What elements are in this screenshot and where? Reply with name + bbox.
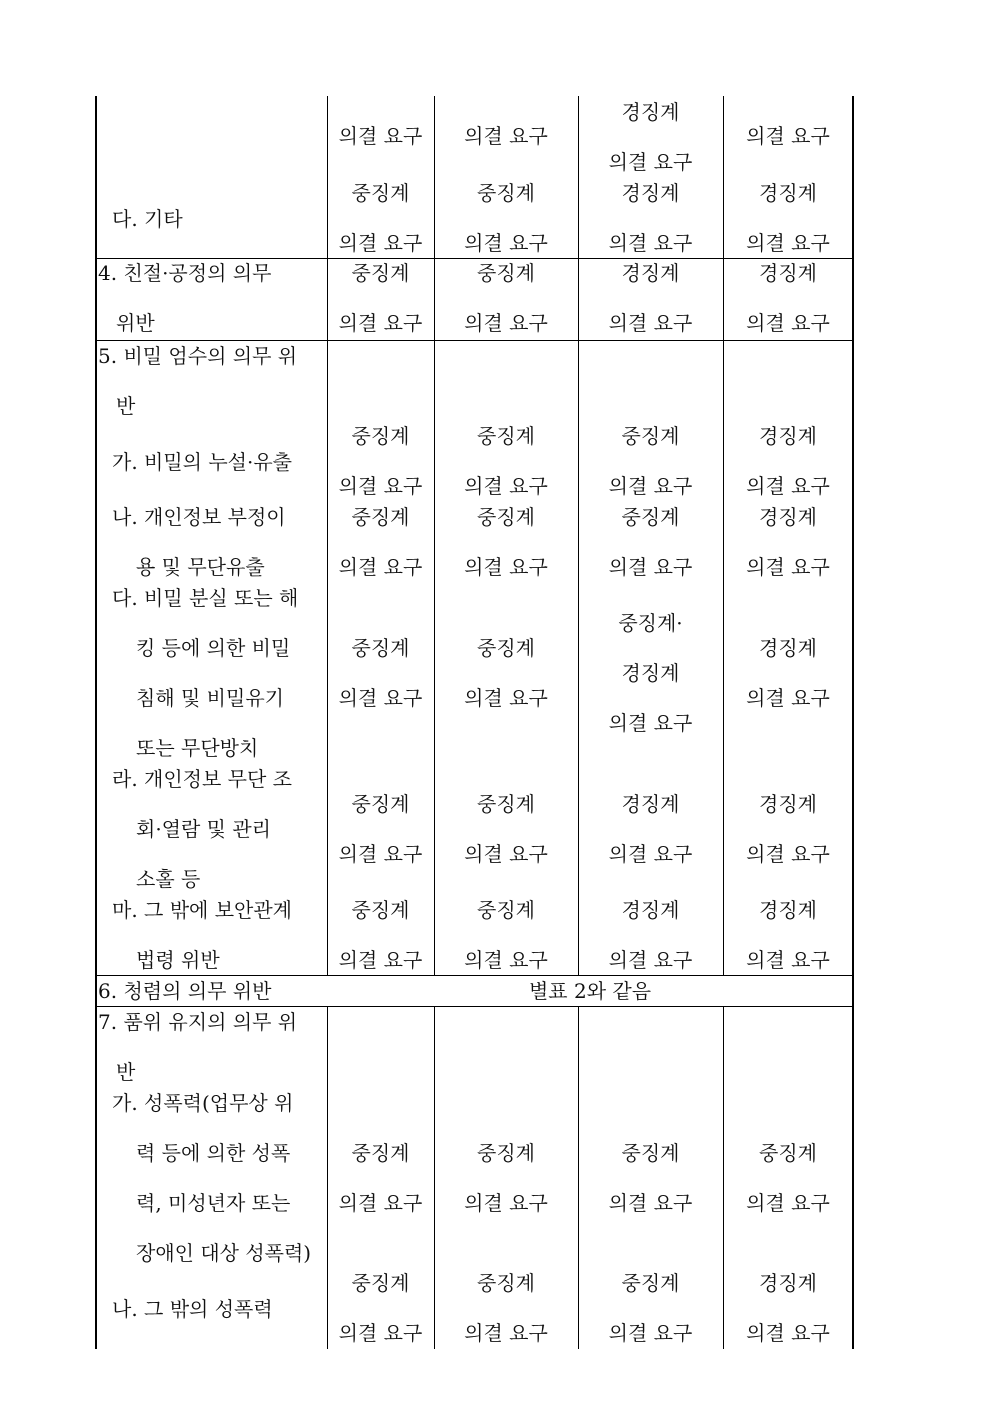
cell-text: 경징계	[621, 898, 680, 922]
cell-text: 의결 요구	[746, 948, 830, 972]
cell-text: 의결 요구	[338, 948, 423, 972]
cell-text: 경징계	[759, 1271, 817, 1295]
cell-text: 의결 요구	[746, 124, 830, 148]
row-label-secrecy-d: 라. 개인정보 무단 조	[112, 767, 292, 791]
cell-text: 의결 요구	[608, 1191, 693, 1215]
column-divider	[327, 1007, 328, 1349]
row-label-secrecy: 5. 비밀 엄수의 의무 위	[98, 344, 298, 368]
cell-text: 경징계	[759, 636, 817, 660]
row-label-kindness: 4. 친절·공정의 의무	[98, 261, 272, 285]
cell-text: 의결 요구	[338, 686, 423, 710]
cell-text: 중징계	[351, 898, 410, 922]
row-divider	[95, 258, 853, 259]
cell-text: 의결 요구	[608, 474, 693, 498]
cell-text: 중징계	[477, 424, 535, 448]
column-divider	[578, 1007, 579, 1349]
cell-text: 중징계	[477, 636, 535, 660]
cell-text: 중징계	[477, 261, 535, 285]
row-label-secrecy-d-cont: 회·열람 및 관리	[136, 817, 271, 841]
cell-text: 의결 요구	[608, 231, 693, 255]
cell-text: 중징계	[621, 1271, 680, 1295]
row-label-dignity: 7. 품위 유지의 의무 위	[98, 1010, 298, 1034]
cell-text: 중징계	[621, 424, 680, 448]
cell-text: 의결 요구	[464, 311, 548, 335]
cell-text: 의결 요구	[608, 150, 693, 174]
cell-text: 의결 요구	[746, 311, 830, 335]
cell-text: 의결 요구	[608, 842, 693, 866]
cell-text: 의결 요구	[464, 686, 548, 710]
cell-text: 의결 요구	[464, 474, 548, 498]
row-label-secrecy-c-cont: 킹 등에 의한 비밀	[136, 636, 291, 660]
cell-text: 경징계	[621, 181, 680, 205]
cell-text: 의결 요구	[338, 124, 423, 148]
cell-text: 중징계	[477, 1271, 535, 1295]
cell-text: 의결 요구	[338, 842, 423, 866]
cell-text: 경징계	[759, 181, 817, 205]
cell-text: 의결 요구	[338, 555, 423, 579]
cell-text: 경징계	[759, 505, 817, 529]
row-divider	[95, 340, 853, 341]
cell-text: 중징계	[351, 1271, 410, 1295]
row-label-secrecy-a: 가. 비밀의 누설·유출	[112, 450, 292, 474]
cell-text: 경징계	[759, 261, 817, 285]
cell-text: 중징계	[351, 636, 410, 660]
row-label-dignity-a-cont: 장애인 대상 성폭력)	[136, 1241, 312, 1265]
row-label-secrecy-cont: 반	[116, 394, 136, 418]
cell-text: 중징계	[621, 505, 680, 529]
row-label-integrity: 6. 청렴의 의무 위반	[98, 979, 272, 1003]
cell-text: 중징계	[477, 792, 535, 816]
cell-text: 의결 요구	[746, 1191, 830, 1215]
cell-text: 의결 요구	[338, 1321, 423, 1345]
cell-text: 의결 요구	[746, 231, 830, 255]
row-label-dignity-a-cont: 력 등에 의한 성폭	[136, 1141, 291, 1165]
row-label-dignity-b: 나. 그 밖의 성폭력	[112, 1297, 273, 1321]
cell-text: 중징계·	[618, 611, 683, 635]
row-label-dignity-a: 가. 성폭력(업무상 위	[112, 1091, 294, 1115]
cell-text: 의결 요구	[464, 842, 548, 866]
row-label-secrecy-c-cont: 침해 및 비밀유기	[136, 686, 284, 710]
cell-text: 의결 요구	[464, 555, 548, 579]
cell-text: 경징계	[621, 792, 680, 816]
cell-text: 중징계	[759, 1141, 817, 1165]
cell-text: 의결 요구	[464, 1191, 548, 1215]
column-divider	[434, 1007, 435, 1349]
row-label-dignity-cont: 반	[116, 1060, 136, 1084]
cell-text: 경징계	[759, 792, 817, 816]
cell-text: 의결 요구	[746, 474, 830, 498]
row-label-secrecy-b-cont: 용 및 무단유출	[136, 555, 265, 579]
row-label-secrecy-b: 나. 개인정보 부정이	[112, 505, 286, 529]
cell-text: 중징계	[351, 792, 410, 816]
table-border-left	[95, 96, 97, 1349]
row-divider	[95, 1006, 853, 1007]
cell-text: 의결 요구	[338, 1191, 423, 1215]
cell-text: 의결 요구	[746, 686, 830, 710]
row-label-secrecy-c-cont: 또는 무단방치	[136, 736, 259, 760]
cell-text: 중징계	[477, 1141, 535, 1165]
cell-text: 중징계	[477, 505, 535, 529]
cell-text: 의결 요구	[464, 124, 548, 148]
cell-text: 경징계	[621, 661, 680, 685]
cell-text: 의결 요구	[464, 948, 548, 972]
row-label-secrecy-e-cont: 법령 위반	[136, 948, 220, 972]
cell-text: 의결 요구	[746, 842, 830, 866]
cell-text: 중징계	[351, 261, 410, 285]
cell-text: 중징계	[351, 1141, 410, 1165]
cell-text: 의결 요구	[338, 231, 423, 255]
cell-text: 의결 요구	[338, 311, 423, 335]
cell-text: 경징계	[621, 261, 680, 285]
cell-text: 중징계	[477, 898, 535, 922]
cell-text: 의결 요구	[338, 474, 423, 498]
cell-text: 의결 요구	[608, 311, 693, 335]
cell-text: 경징계	[621, 100, 680, 124]
cell-text: 경징계	[759, 424, 817, 448]
cell-text: 의결 요구	[608, 948, 693, 972]
row-label-kindness-cont: 위반	[116, 311, 155, 335]
row-label-etc: 다. 기타	[112, 207, 183, 231]
row-label-secrecy-c: 다. 비밀 분실 또는 해	[112, 586, 299, 610]
cell-text: 경징계	[759, 898, 817, 922]
cell-text: 중징계	[621, 1141, 680, 1165]
cell-text: 중징계	[351, 181, 410, 205]
cell-text: 의결 요구	[608, 1321, 693, 1345]
cell-text: 중징계	[351, 424, 410, 448]
row-label-dignity-a-cont: 력, 미성년자 또는	[136, 1191, 291, 1215]
row-label-secrecy-e: 마. 그 밖에 보안관계	[112, 898, 292, 922]
cell-text: 의결 요구	[608, 555, 693, 579]
cell-text: 의결 요구	[464, 231, 548, 255]
row-divider	[95, 975, 853, 976]
cell-text: 의결 요구	[464, 1321, 548, 1345]
cell-text: 중징계	[477, 181, 535, 205]
cell-text: 의결 요구	[608, 711, 693, 735]
row-label-secrecy-d-cont: 소홀 등	[136, 867, 201, 891]
cell-text: 의결 요구	[746, 555, 830, 579]
cell-text: 중징계	[351, 505, 410, 529]
column-divider	[723, 1007, 724, 1349]
cell-text: 의결 요구	[746, 1321, 830, 1345]
merged-cell-text: 별표 2와 같음	[528, 979, 652, 1003]
